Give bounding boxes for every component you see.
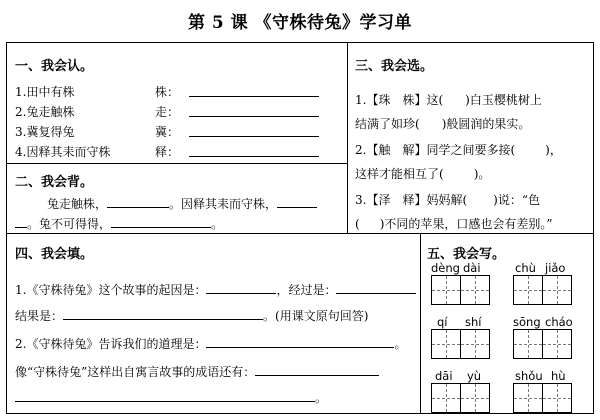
recite-line [47, 195, 317, 212]
pinyin: sōng [513, 315, 541, 329]
choice-text: 1.【珠 株】这( [355, 93, 444, 107]
answer-blank[interactable] [206, 281, 276, 294]
choice-text: 2.【触 解】同学之间要多接( [355, 143, 516, 157]
answer-blank[interactable] [189, 124, 319, 137]
writing-box[interactable] [431, 329, 461, 359]
choice-text: 3.【泽 释】妈妈解( [355, 193, 468, 207]
choice-text: ( [355, 217, 360, 231]
fill-text: 。 [394, 337, 407, 351]
answer-blank[interactable] [63, 307, 263, 320]
worksheet-frame [6, 42, 594, 414]
writing-box[interactable] [460, 275, 490, 305]
answer-blank[interactable] [255, 363, 379, 376]
fill-text: 1.《守株待兔》这个故事的起因是： [15, 283, 207, 297]
choice-line [355, 215, 553, 232]
answer-blank[interactable] [15, 215, 27, 228]
choice-line [355, 191, 540, 208]
char-label: 株： [155, 85, 180, 99]
choice-text: )不同的苹果，口感也会有差别。” [379, 217, 553, 231]
pinyin: dài [463, 261, 481, 275]
pinyin: qí [437, 315, 448, 329]
section-heading: 二、我会背。 [15, 175, 94, 190]
section-heading: 一、我会认。 [15, 59, 94, 74]
choice-text: 结满了如珍( [355, 117, 420, 131]
choice-text: )说：“色 [493, 193, 540, 207]
writing-box[interactable] [431, 383, 461, 413]
answer-blank[interactable] [206, 335, 394, 348]
fill-line [15, 335, 406, 352]
choice-line [355, 165, 490, 182]
choice-text: )般圆润的果实。 [441, 117, 531, 131]
fill-text: 2.《守株待兔》告诉我们的道理是： [15, 337, 207, 351]
section-heading: 四、我会填。 [15, 247, 94, 262]
recite-line [15, 215, 223, 232]
fill-line [15, 389, 327, 406]
writing-box[interactable] [460, 383, 490, 413]
fill-text: 结果是： [15, 309, 64, 323]
fill-line [15, 281, 416, 298]
writing-box[interactable] [460, 329, 490, 359]
recite-text: 。因释其耒而守株， [169, 197, 278, 211]
char-label: 释： [155, 145, 180, 159]
phrase: 4.因释其耒而守株 [15, 145, 111, 159]
recite-text: 。兔不可得得， [27, 217, 112, 231]
char-label: 冀： [155, 125, 180, 139]
writing-box[interactable] [542, 383, 572, 413]
answer-blank[interactable] [336, 281, 416, 294]
section-heading: 五、我会写。 [427, 247, 506, 262]
char-label: 走： [155, 105, 180, 119]
phrase: 2.兔走触株 [15, 105, 75, 119]
answer-blank[interactable] [277, 195, 317, 208]
pinyin: dèng [431, 261, 460, 275]
choice-text: )白玉樱桃树上 [465, 93, 542, 107]
divider-top-bottom [7, 233, 593, 234]
divider-vertical-top [347, 43, 348, 233]
pinyin: shí [465, 315, 482, 329]
choice-text: 这样才能相互了( [355, 167, 444, 181]
page-title: 第 5 课 《守株待兔》学习单 [187, 13, 413, 33]
fill-line [15, 307, 368, 324]
pinyin: shǒu [515, 369, 543, 383]
fill-text: 。(用课文原句回答) [263, 309, 369, 323]
writing-box[interactable] [542, 329, 572, 359]
pinyin: dāi [435, 369, 453, 383]
section-heading: 三、我会选。 [355, 59, 434, 74]
answer-blank[interactable] [189, 84, 319, 97]
recite-text: 兔走触株， [47, 197, 108, 211]
divider-vertical-bottom [420, 233, 421, 413]
writing-box[interactable] [513, 275, 543, 305]
fill-text: 像“守株待兔”这样出自寓言故事的成语还有： [15, 365, 256, 379]
choice-text: )。 [473, 167, 491, 181]
fill-line [15, 363, 379, 380]
pinyin: jiǎo [545, 261, 566, 275]
answer-blank[interactable] [111, 215, 211, 228]
writing-box[interactable] [513, 383, 543, 413]
recite-text: 。 [211, 217, 224, 231]
divider-sec1-sec2 [7, 163, 347, 164]
answer-blank[interactable] [189, 104, 319, 117]
writing-box[interactable] [542, 275, 572, 305]
pinyin: yù [467, 369, 482, 383]
answer-blank[interactable] [15, 389, 315, 402]
pinyin: hù [551, 369, 566, 383]
answer-blank[interactable] [189, 144, 319, 157]
fill-text: 。 [315, 391, 328, 405]
writing-box[interactable] [431, 275, 461, 305]
choice-line [355, 91, 542, 108]
pinyin: chù [515, 261, 536, 275]
choice-line [355, 115, 530, 132]
answer-blank[interactable] [107, 195, 169, 208]
choice-line [355, 141, 562, 158]
writing-box[interactable] [513, 329, 543, 359]
phrase: 3.冀复得兔 [15, 125, 75, 139]
phrase: 1.田中有株 [15, 85, 75, 99]
fill-text: ，经过是： [276, 283, 337, 297]
choice-text: )， [545, 143, 562, 157]
pinyin: cháo [545, 315, 573, 329]
